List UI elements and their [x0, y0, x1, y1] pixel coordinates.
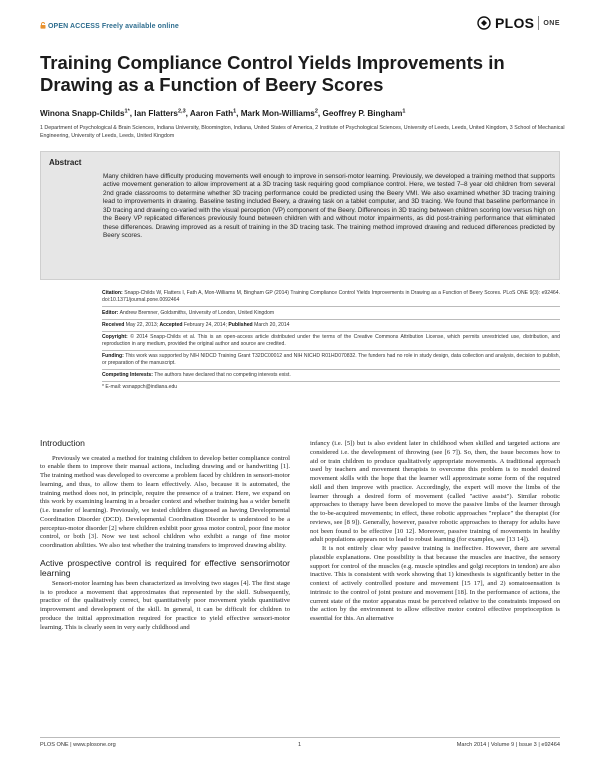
intro-paragraph: Previously we created a method for training children to develop better compliance control to enable them to improve their manual actions, including drawing and or handwriting [1]. The training method was developed to overcome a problem faced by children in sensori-motor learning, and thus, to allow them to learn effectively. Also, because it is automated, the training method does not, in principle, require the presence of a trainer. Here, we expand on this work by examining learning in a broader context and whether training has a wider benefit (i.e. transfer of learning). Previously, we tested children diagnosed as having Developmental Coordination Disorder (DCD). Developmental Coordination Disorder is understood to be a perceptuo-motor disorder [2] where children exhibit poor gross motor control, poor fine motor control, or both [3]. Now we test school children who exhibit a range of fine motor coordination abilities. We also test whether the training transfers to improved drawing ability. [40, 454, 290, 549]
copyright-label: Copyright: [102, 334, 128, 340]
email-line[interactable]: * E-mail: wsnappch@indiana.edu [102, 384, 178, 390]
right-column [310, 440, 560, 624]
intro-heading: Introduction [40, 438, 85, 448]
copyright-block [102, 334, 560, 348]
meta-divider [102, 369, 560, 370]
footer-issue: March 2014 | Volume 9 | Issue 3 | e92464 [456, 742, 560, 748]
published-label: Published [228, 322, 253, 328]
received-date: May 22, 2013; [125, 322, 159, 328]
author[interactable]: Winona Snapp-Childs$^{1*}$, [40, 108, 135, 118]
meta-divider [102, 331, 560, 332]
meta-divider [102, 306, 560, 307]
meta-divider [102, 319, 560, 320]
logo-journal: ONE [543, 19, 560, 27]
author-list [40, 108, 570, 118]
editor-block [102, 310, 560, 317]
article-title: Training Compliance Control Yields Improvements in Drawing as a Function of Beery Scores [40, 52, 505, 95]
copyright-text: © 2014 Snapp-Childs et al. This is an open-access article distributed under the terms of the Creative Commons Attribution License, which permits unrestricted use, distribution, and reproduction in any medium, provided the original author and source are credited. [102, 334, 560, 347]
open-access-banner [40, 22, 179, 30]
logo-divider [538, 16, 539, 30]
abstract-box [40, 151, 560, 280]
right-paragraph-1: infancy (i.e. [5]) but is also evident later in childhood when skilled and targeted actions are considered i.e. the development of throwing (see [6 7]). So, then, the issue becomes how to aid or train children to produce qualitatively appropriate movements. A traditional approach used by teachers and movement therapists to overcome this problem is to model desired movement skills with the hope that the learner will approximate some form of the required skill and then improve with practice. Accordingly, the expert will move the limbs of the learner through a desired form of movement (called "active assist"). Similar robotic approaches to therapy have been developed to move the passive limbs of the learner through the to-be-acquired movements; in effect, these robotic approaches "replace" the therapist (for reviews, see [8 9]). Generally, however, passive robotic approaches to therapy for adults have not been found to be effective [10 12]. Moreover, passive training of movements in healthy adult populations appears not to lead to robust learning (for examples, see [13 14]). [310, 440, 560, 544]
competing-text: The authors have declared that no competing interests exist. [154, 372, 291, 378]
subsection-paragraph: Sensori-motor learning has been characterized as involving two stages [4]. The first stage is to produce a movement that approximates that represented by the skill. Subsequently, practice of the qualitatively correct, but quantitatively poor movement yields quantitative improvement and development of the skill. In general, it can be difficult for children to produce the initial approximation required for practice to yield effective sensori-motor learning. This is clearly seen in very early childhood and [40, 579, 290, 631]
competing-interests-block [102, 372, 560, 379]
author[interactable]: Geoffrey P. Bingham$^1$ [322, 108, 406, 118]
footer-journal-url[interactable]: PLOS ONE | www.plosone.org [40, 742, 116, 748]
received-label: Received [102, 322, 125, 328]
subsection-heading: Active prospective control is required for effective sensorimotor learning [40, 557, 290, 579]
editor-label: Editor: [102, 310, 119, 316]
published-date: March 20, 2014 [254, 322, 290, 328]
meta-divider [102, 381, 560, 382]
left-column [40, 438, 290, 632]
author[interactable]: Mark Mon-Williams$^2$, [240, 108, 323, 118]
plos-logo-icon [477, 16, 491, 30]
funding-label: Funding: [102, 353, 124, 359]
affiliations: 1 Department of Psychological & Brain Sciences, Indiana University, Bloomington, Indiana, United States of America, 2 Institute of Psychological Sciences, University of Leeds, Leeds, United Kingdom, 3 School of Mechanical Engineering, University of Leeds, Leeds, United Kingdom [40, 125, 565, 139]
open-access-lock-icon [40, 22, 46, 29]
accepted-date: February 24, 2014; [183, 322, 227, 328]
citation-block [102, 290, 560, 304]
citation-label: Citation: [102, 290, 123, 296]
accepted-label: Accepted [159, 322, 183, 328]
page-number: 1 [298, 742, 302, 748]
funding-block [102, 353, 560, 367]
open-access-text: OPEN ACCESS Freely available online [48, 23, 179, 30]
footer-rule [40, 737, 560, 738]
dates-block [102, 322, 560, 329]
right-paragraph-2: It is not entirely clear why passive training is ineffective. However, there are several plausible explanations. One possibility is that because the muscles are inactive, the sensory support for control of the muscles (e.g. muscle spindles and golgi receptors in tendon) are also inactive. This is consistent with work showing that 1) kinesthesis is significantly better in the context of actively controlled posture and movement [15 17], and 2) somatosensation is intrinsic to the control of joint posture and movement [18]. In the performance of actions, the current state of the motor apparatus must be perceived relative to the constraints imposed on the action by the environment to allow effective motor control effective proprioception is essential for this. An alternative [310, 545, 560, 622]
author[interactable]: Ian Flatters$^{2,3}$, [134, 108, 190, 118]
editor-text: Andrew Bremner, Goldsmiths, University of London, United Kingdom [119, 310, 275, 316]
page-footer [40, 742, 560, 752]
funding-text: This work was supported by NIH NIDCD Training Grant T32DC00012 and NIH NICHD R01HD070832. The funders had no role in study design, data collection and analysis, decision to publish, or preparation of the manuscript. [102, 353, 560, 366]
abstract-text: Many children have difficulty producing movements well enough to improve in sensori-motor learning. Previously, we developed a training method that supports active movement generation to allow improvement at a 3D tracing task requiring good compliance control. Here, we tested 7–8 year old children from several 2nd grade classrooms to determine whether 3D tracing performance could be predicted using the Beery VMI. We also examined whether 3D tracing training lead to improvements in drawing. Baseline testing included Beery, a drawing task on a tablet computer, and 3D tracing. We found that baseline performance in 3D tracing and drawing co-varied with the visual perception (VP) component of the Beery. Differences in 3D tracing between children scoring low versus high on the Beery VP replicated differences previously found between children with and without motor impairments, as did post-training performance that eliminated these differences. Drawing improved as a result of training in the 3D tracing task. The training method improved drawing and reduced differences predicted by Beery scores. [103, 173, 555, 240]
logo-name: PLOS [495, 15, 535, 31]
abstract-heading: Abstract [49, 158, 82, 167]
citation-text: Snapp-Childs W, Flatters I, Fath A, Mon-Williams M, Bingham GP (2014) Training Compliance Control Yields Improvements in Drawing as a Function of Beery Scores. PLoS ONE 9(3): e92464. doi:10.1371/journal.pone.0092464 [102, 290, 560, 303]
author[interactable]: Aaron Fath$^1$, [189, 108, 241, 118]
journal-logo [477, 15, 560, 31]
meta-divider [102, 350, 560, 351]
competing-label: Competing Interests: [102, 372, 153, 378]
